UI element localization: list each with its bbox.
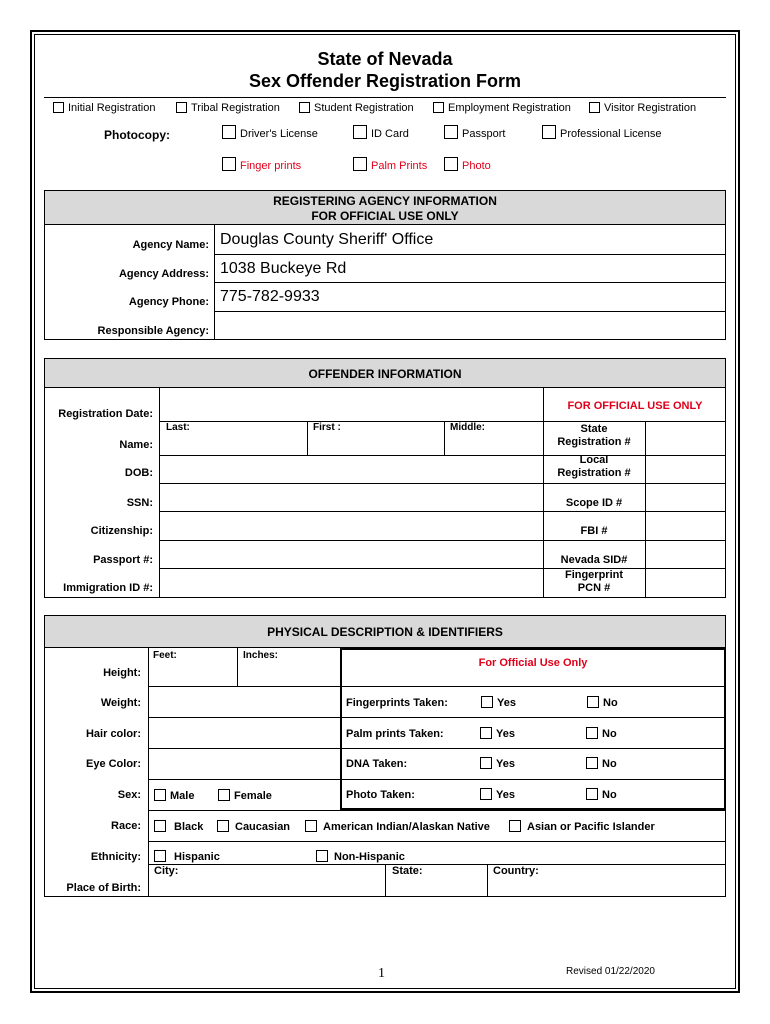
ethnicity-label: Ethnicity: [90,851,141,863]
fingerprint-pcn-label: Fingerprint PCN # [564,569,624,594]
checkbox-race-american-indian[interactable]: American Indian/Alaskan Native [305,820,490,833]
checkbox-employment-registration[interactable]: Employment Registration [433,102,571,114]
checkbox-photo-yes[interactable]: Yes [480,788,515,801]
title-divider [44,97,726,98]
checkbox-fingerprints-yes[interactable]: Yes [481,696,516,709]
physical-row-line [148,864,726,865]
state-registration-label: State Registration # [557,423,631,448]
nevada-sid-label: Nevada SID# [560,554,628,566]
sex-label: Sex: [117,789,141,801]
agency-address-field[interactable]: 1038 Buckeye Rd [220,260,347,277]
registration-date-field[interactable] [160,389,543,421]
weight-label: Weight: [100,697,141,709]
immigration-id-label: Immigration ID #: [63,582,153,594]
hair-color-label: Hair color: [85,728,141,740]
feet-label: Feet: [153,650,177,661]
checkbox-finger-prints[interactable]: Finger prints [222,157,301,172]
responsible-agency-label: Responsible Agency: [97,325,209,337]
checkbox-tribal-registration[interactable]: Tribal Registration [176,102,280,114]
physical-official-use: For Official Use Only [478,657,588,669]
checkbox-female[interactable]: Female [218,789,272,802]
ssn-field[interactable] [160,484,543,511]
eye-color-field[interactable] [149,749,339,779]
agency-phone-field[interactable]: 775-782-9933 [220,288,320,305]
checkbox-professional-license[interactable]: Professional License [542,125,662,140]
checkbox-palm-no[interactable]: No [586,727,617,740]
name-divider [307,421,308,455]
checkbox-non-hispanic[interactable]: Non-Hispanic [316,850,405,863]
checkbox-photo-no[interactable]: No [586,788,617,801]
agency-row-line [214,282,726,283]
page-number: 1 [378,966,385,981]
state-label: State: [392,865,423,877]
checkbox-passport[interactable]: Passport [444,125,505,140]
first-name-label: First : [313,422,341,433]
checkbox-race-caucasian[interactable]: Caucasian [217,820,290,833]
agency-name-field[interactable]: Douglas County Sheriff' Office [220,231,434,248]
offender-official-use: FOR OFFICIAL USE ONLY [567,400,703,412]
offender-header: OFFENDER INFORMATION [44,358,726,388]
passport-field[interactable] [160,541,543,568]
checkbox-palm-prints[interactable]: Palm Prints [353,157,427,172]
dob-label: DOB: [124,467,153,479]
place-of-birth-label: Place of Birth: [66,882,141,894]
physical-row-line [148,841,726,842]
checkbox-fingerprints-no[interactable]: No [587,696,618,709]
registration-date-label: Registration Date: [58,408,153,420]
responsible-agency-field[interactable] [215,312,725,339]
agency-header [44,190,726,225]
palm-prints-taken-label: Palm prints Taken: [346,728,444,740]
checkbox-dna-yes[interactable]: Yes [480,757,515,770]
passport-label: Passport #: [93,554,153,566]
height-label: Height: [103,667,141,679]
city-label: City: [154,865,179,877]
agency-name-label: Agency Name: [132,239,209,251]
agency-row-line [214,254,726,255]
middle-name-label: Middle: [450,422,485,433]
checkbox-palm-yes[interactable]: Yes [480,727,515,740]
name-label: Name: [119,439,153,451]
agency-address-label: Agency Address: [118,268,209,280]
birth-divider [385,864,386,897]
checkbox-race-black[interactable]: Black [154,820,203,833]
weight-field[interactable] [149,687,339,717]
agency-header-line1: REGISTERING AGENCY INFORMATION [273,194,497,208]
citizenship-field[interactable] [160,512,543,540]
photocopy-label: Photocopy: [104,128,170,142]
checkbox-id-card[interactable]: ID Card [353,125,409,140]
fbi-label: FBI # [580,525,608,537]
checkbox-race-asian[interactable]: Asian or Pacific Islander [509,820,655,833]
checkbox-dna-no[interactable]: No [586,757,617,770]
checkbox-initial-registration[interactable]: Initial Registration [53,102,155,114]
ssn-label: SSN: [126,497,153,509]
dob-field[interactable] [160,456,543,483]
checkbox-visitor-registration[interactable]: Visitor Registration [589,102,696,114]
name-divider [444,421,445,455]
checkbox-male[interactable]: Male [154,789,194,802]
official-value-divider [645,421,646,598]
checkbox-student-registration[interactable]: Student Registration [299,102,414,114]
checkbox-hispanic[interactable]: Hispanic [154,850,220,863]
agency-phone-label: Agency Phone: [128,296,209,308]
local-registration-label: Local Registration # [557,454,631,479]
physical-row-line [148,810,726,811]
offender-row-line [159,421,726,422]
form-title-line2: Sex Offender Registration Form [248,71,522,91]
physical-header: PHYSICAL DESCRIPTION & IDENTIFIERS [44,615,726,648]
inches-label: Inches: [243,650,279,661]
last-name-label: Last: [166,422,190,433]
birth-divider [487,864,488,897]
checkbox-drivers-license[interactable]: Driver's License [222,125,318,140]
citizenship-label: Citizenship: [90,525,153,537]
eye-color-label: Eye Color: [85,758,141,770]
height-divider [237,648,238,686]
dna-taken-label: DNA Taken: [346,758,408,770]
hair-color-field[interactable] [149,718,339,748]
immigration-id-field[interactable] [160,569,543,597]
country-label: Country: [493,865,539,877]
photo-taken-label: Photo Taken: [346,789,415,801]
agency-header-line2: FOR OFFICIAL USE ONLY [311,209,459,223]
checkbox-photo[interactable]: Photo [444,157,491,172]
scope-id-label: Scope ID # [565,497,623,509]
offender-official-divider [543,388,544,598]
race-label: Race: [111,820,141,832]
form-title-line1: State of Nevada [317,49,453,69]
fingerprints-taken-label: Fingerprints Taken: [346,697,448,709]
revision-date: Revised 01/22/2020 [566,966,655,977]
